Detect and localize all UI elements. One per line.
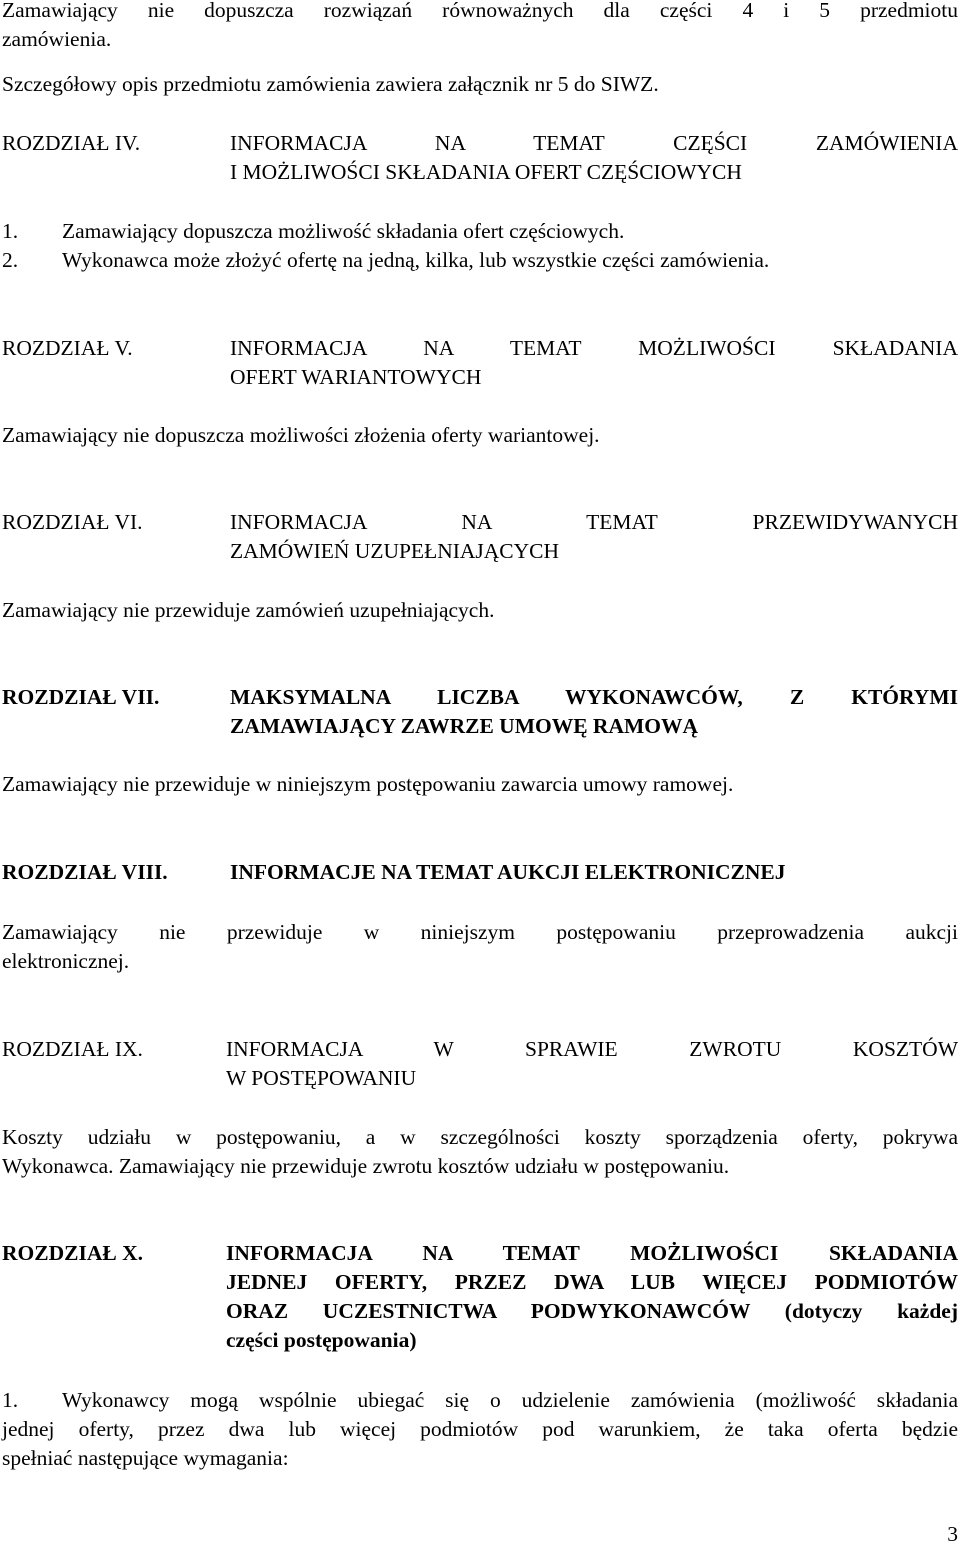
list-text: Zamawiający dopuszcza możliwość składania ofert częściowych. [62, 219, 625, 243]
chapter-label: ROZDZIAŁ VI. [2, 510, 143, 534]
chapter-iv-list [2, 217, 958, 275]
chapter-title-line: OFERT WARIANTOWYCH [230, 365, 482, 389]
paragraph-line: Koszty udziału w postępowaniu, a w szczególności koszty sporządzenia oferty, pokrywa [2, 1125, 958, 1149]
chapter-label: ROZDZIAŁ IV. [2, 131, 141, 155]
chapter-title-line: INFORMACJA NA TEMAT MOŻLIWOŚCI SKŁADANIA [230, 336, 958, 360]
chapter-title-line: MAKSYMALNA LICZBA WYKONAWCÓW, Z KTÓRYMI [230, 685, 958, 709]
list-number: 1. [2, 219, 19, 243]
chapter-vii-body [2, 770, 958, 799]
chapter-title-line: W POSTĘPOWANIU [226, 1066, 417, 1090]
chapter-title [230, 129, 958, 187]
chapter-label: ROZDZIAŁ IX. [2, 1037, 143, 1061]
list-text [62, 1386, 958, 1415]
chapter-title [230, 334, 958, 392]
intro-line: zamówienia. [2, 27, 112, 51]
chapter-label: ROZDZIAŁ V. [2, 336, 133, 360]
chapter-title-line: INFORMACJA NA TEMAT CZĘŚCI ZAMÓWIENIA [230, 131, 958, 155]
intro-line: Zamawiający nie dopuszcza rozwiązań równoważnych dla części 4 i 5 przedmiotu [2, 0, 958, 22]
chapter-title-line: ZAMAWIAJĄCY ZAWRZE UMOWĘ RAMOWĄ [230, 714, 699, 738]
chapter-title-line: INFORMACJA W SPRAWIE ZWROTU KOSZTÓW [226, 1037, 958, 1061]
paragraph-line: Zamawiający nie przewiduje w niniejszym postępowaniu zawarcia umowy ramowej. [2, 772, 734, 796]
paragraph-line: Zamawiający nie przewiduje zamówień uzupełniających. [2, 598, 495, 622]
chapter-ix-heading [2, 1035, 958, 1097]
chapter-title-line: INFORMACJE NA TEMAT AUKCJI ELEKTRONICZNEJ [230, 860, 786, 884]
chapter-vi-heading [2, 508, 958, 570]
chapter-title [226, 1035, 958, 1093]
chapter-title-line: ORAZ UCZESTNICTWA PODWYKONAWCÓW (dotyczy każdej [226, 1299, 958, 1323]
chapter-title-line: JEDNEJ OFERTY, PRZEZ DWA LUB WIĘCEJ PODMIOTÓW [226, 1270, 958, 1294]
list-text-line: spełniać następujące wymagania: [2, 1446, 289, 1470]
chapter-title [226, 1239, 958, 1355]
paragraph-line: Zamawiający nie dopuszcza możliwości złożenia oferty wariantowej. [2, 423, 600, 447]
list-item [2, 1386, 958, 1415]
list-number: 2. [2, 248, 19, 272]
intro-paragraph [2, 0, 958, 54]
chapter-v-body [2, 421, 958, 450]
chapter-ix-body [2, 1123, 958, 1181]
chapter-vi-body [2, 596, 958, 625]
chapter-v-heading [2, 334, 958, 396]
chapter-x-list-continuation [2, 1415, 958, 1473]
chapter-title [230, 858, 958, 887]
page-number: 3 [947, 1522, 958, 1546]
list-item [2, 217, 958, 246]
chapter-title-line: INFORMACJA NA TEMAT MOŻLIWOŚCI SKŁADANIA [226, 1241, 958, 1265]
chapter-viii-body [2, 918, 958, 976]
chapter-title-line: ZAMÓWIEŃ UZUPEŁNIAJĄCYCH [230, 539, 560, 563]
chapter-label: ROZDZIAŁ X. [2, 1241, 143, 1265]
chapter-title [230, 508, 958, 566]
paragraph-line: Wykonawca. Zamawiający nie przewiduje zwrotu kosztów udziału w postępowaniu. [2, 1154, 730, 1178]
chapter-vii-heading [2, 683, 958, 745]
list-text-line: jednej oferty, przez dwa lub więcej podmiotów pod warunkiem, że taka oferta będzie [2, 1417, 958, 1441]
chapter-title [230, 683, 958, 741]
chapter-iv-heading [2, 129, 958, 191]
paragraph-line: elektronicznej. [2, 949, 130, 973]
list-number: 1. [2, 1388, 19, 1412]
list-item [2, 246, 958, 275]
chapter-title-line: INFORMACJA NA TEMAT PRZEWIDYWANYCH [230, 510, 958, 534]
chapter-label: ROZDZIAŁ VII. [2, 685, 160, 709]
paragraph-line: Zamawiający nie przewiduje w niniejszym postępowaniu przeprowadzenia aukcji [2, 920, 958, 944]
list-text: Wykonawca może złożyć ofertę na jedną, kilka, lub wszystkie części zamówienia. [62, 248, 770, 272]
chapter-title-line: części postępowania) [226, 1328, 417, 1352]
chapter-viii-heading [2, 858, 958, 888]
intro-paragraph [2, 70, 958, 99]
chapter-label: ROZDZIAŁ VIII. [2, 860, 168, 884]
chapter-x-list [2, 1386, 958, 1415]
list-text-line: Wykonawcy mogą wspólnie ubiegać się o udzielenie zamówienia (możliwość składania [62, 1388, 958, 1412]
chapter-x-heading [2, 1239, 958, 1359]
intro-line: Szczegółowy opis przedmiotu zamówienia zawiera załącznik nr 5 do SIWZ. [2, 72, 659, 96]
chapter-title-line: I MOŻLIWOŚCI SKŁADANIA OFERT CZĘŚCIOWYCH [230, 160, 742, 184]
